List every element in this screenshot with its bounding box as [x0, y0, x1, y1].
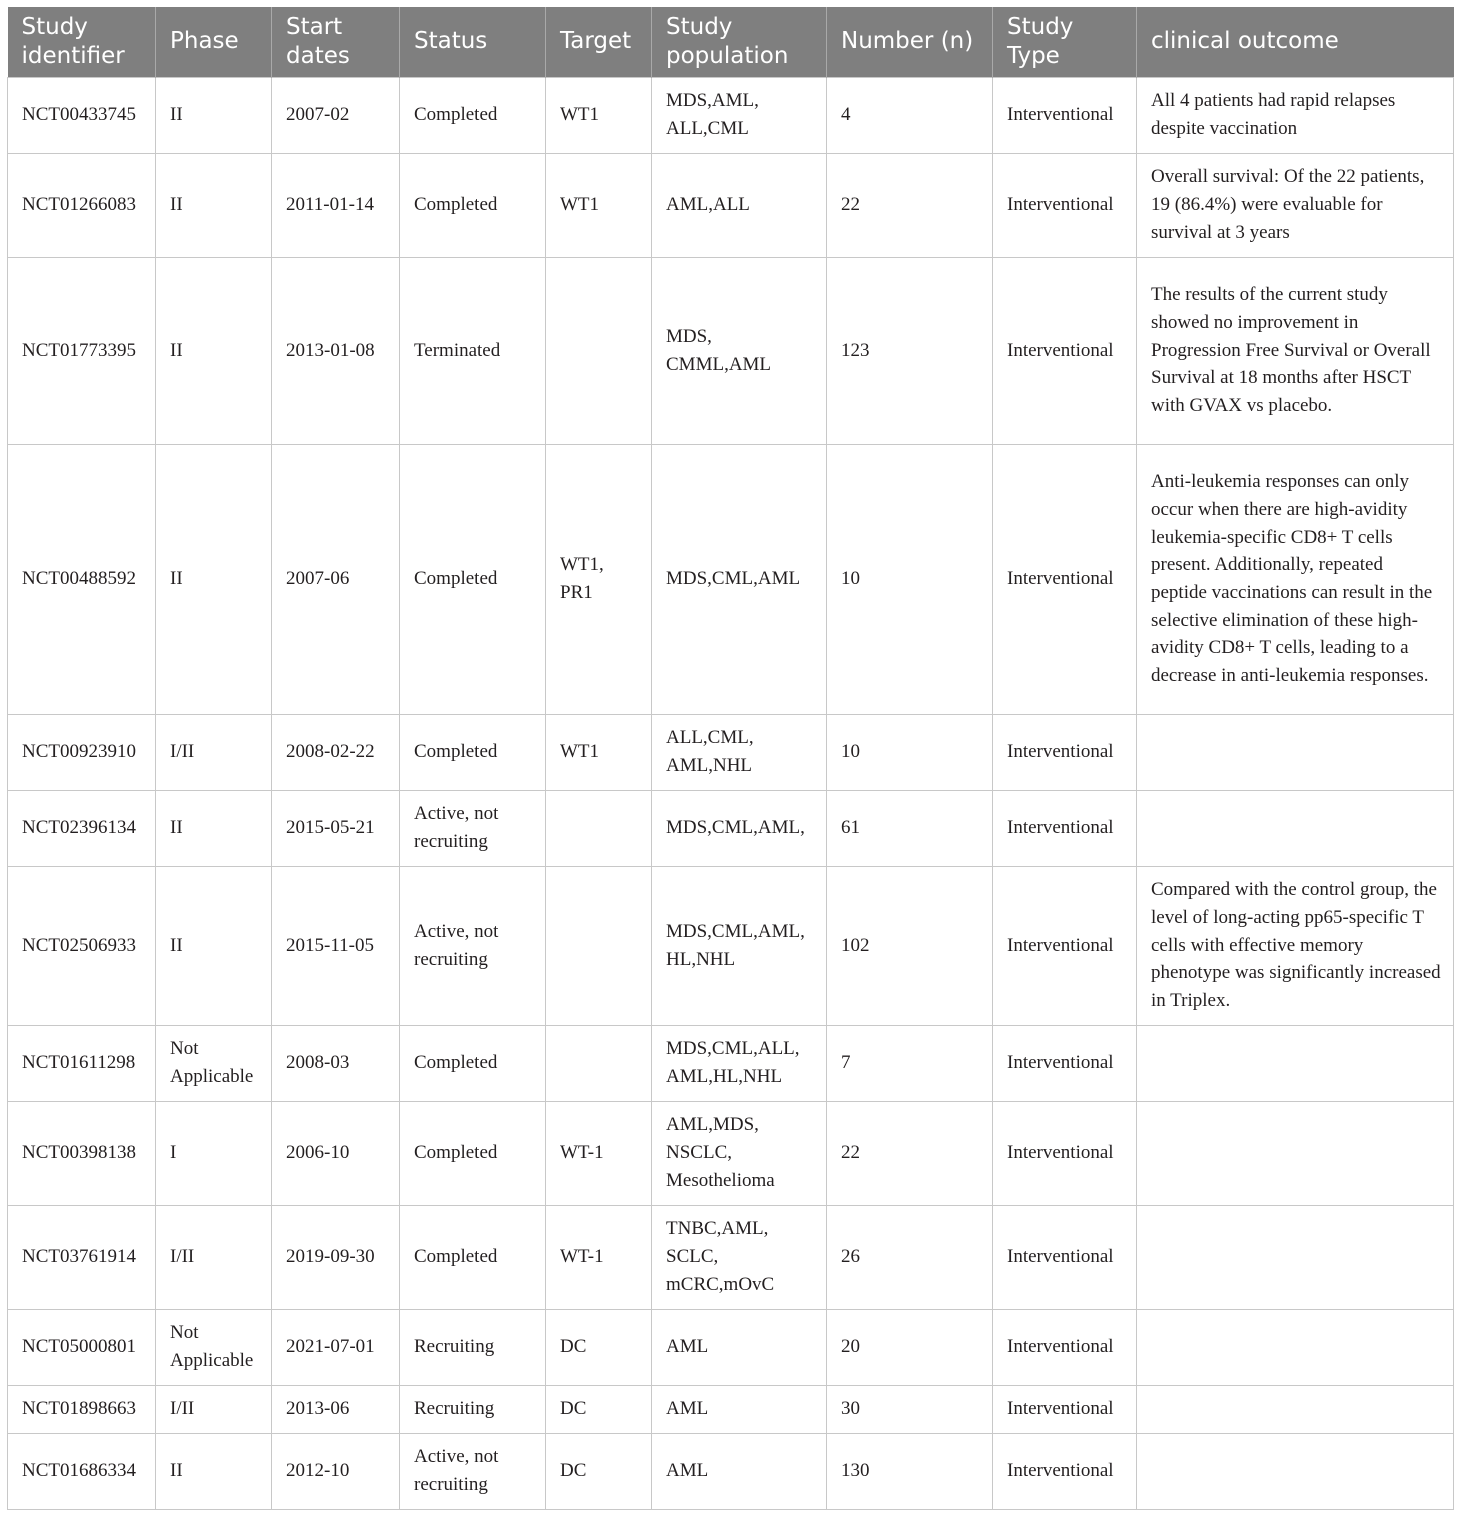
- table-row: [8, 1433, 1454, 1509]
- cell-status: Completed: [400, 1025, 546, 1101]
- cell-number: 123: [827, 257, 993, 444]
- cell-study-population: AML: [652, 1433, 827, 1509]
- cell-study-type: Interventional: [993, 866, 1137, 1025]
- cell-clinical-outcome: Overall survival: Of the 22 patients, 19 (86.4%) were evaluable for survival at 3 years: [1137, 153, 1454, 257]
- cell-status: Completed: [400, 444, 546, 714]
- cell-study-type: Interventional: [993, 444, 1137, 714]
- cell-start-date: 2013-01-08: [272, 257, 400, 444]
- clinical-trials-table: [7, 7, 1454, 1510]
- cell-target: WT1: [546, 77, 652, 153]
- cell-start-date: 2015-11-05: [272, 866, 400, 1025]
- cell-study-population: AML: [652, 1385, 827, 1433]
- header-start-dates: Start dates: [272, 7, 400, 77]
- cell-study-population: MDS,AML, ALL,CML: [652, 77, 827, 153]
- cell-study-identifier: NCT01898663: [8, 1385, 156, 1433]
- cell-study-identifier: NCT00923910: [8, 714, 156, 790]
- header-clinical-outcome: clinical outcome: [1137, 7, 1454, 77]
- cell-start-date: 2013-06: [272, 1385, 400, 1433]
- cell-status: Active, not recruiting: [400, 790, 546, 866]
- cell-clinical-outcome: [1137, 714, 1454, 790]
- cell-study-population: MDS, CMML,AML: [652, 257, 827, 444]
- table-row: [8, 714, 1454, 790]
- header-row: [8, 7, 1454, 77]
- cell-number: 20: [827, 1309, 993, 1385]
- table-row: [8, 153, 1454, 257]
- cell-clinical-outcome: Anti-leukemia responses can only occur when there are high-avidity leukemia-specific CD8+ T cells present. Additionally, repeated peptide vaccinations can result in the selective elimination of these high-avidity CD8+ T cells, leading to a decrease in anti-leukemia responses.: [1137, 444, 1454, 714]
- cell-study-population: AML,MDS, NSCLC, Mesothelioma: [652, 1101, 827, 1205]
- cell-status: Completed: [400, 1101, 546, 1205]
- header-status: Status: [400, 7, 546, 77]
- cell-study-type: Interventional: [993, 1385, 1137, 1433]
- cell-number: 130: [827, 1433, 993, 1509]
- cell-clinical-outcome: [1137, 1433, 1454, 1509]
- cell-target: [546, 257, 652, 444]
- cell-study-identifier: NCT01611298: [8, 1025, 156, 1101]
- cell-study-identifier: NCT00433745: [8, 77, 156, 153]
- cell-start-date: 2008-02-22: [272, 714, 400, 790]
- cell-target: WT1, PR1: [546, 444, 652, 714]
- cell-clinical-outcome: [1137, 1205, 1454, 1309]
- cell-start-date: 2015-05-21: [272, 790, 400, 866]
- trials-table-container: [7, 7, 1454, 1510]
- cell-study-identifier: NCT00488592: [8, 444, 156, 714]
- cell-number: 10: [827, 714, 993, 790]
- cell-study-population: MDS,CML,ALL, AML,HL,NHL: [652, 1025, 827, 1101]
- cell-target: [546, 1025, 652, 1101]
- cell-start-date: 2008-03: [272, 1025, 400, 1101]
- cell-status: Completed: [400, 153, 546, 257]
- cell-target: WT-1: [546, 1101, 652, 1205]
- cell-study-identifier: NCT05000801: [8, 1309, 156, 1385]
- cell-phase: II: [156, 444, 272, 714]
- cell-clinical-outcome: [1137, 1101, 1454, 1205]
- cell-study-population: ALL,CML, AML,NHL: [652, 714, 827, 790]
- cell-study-type: Interventional: [993, 257, 1137, 444]
- cell-study-identifier: NCT02396134: [8, 790, 156, 866]
- cell-phase: I/II: [156, 1385, 272, 1433]
- cell-study-type: Interventional: [993, 790, 1137, 866]
- cell-number: 26: [827, 1205, 993, 1309]
- table-row: [8, 1205, 1454, 1309]
- header-study-type: Study Type: [993, 7, 1137, 77]
- cell-clinical-outcome: [1137, 790, 1454, 866]
- table-row: [8, 790, 1454, 866]
- table-row: [8, 1101, 1454, 1205]
- cell-status: Recruiting: [400, 1385, 546, 1433]
- cell-target: DC: [546, 1433, 652, 1509]
- cell-study-population: MDS,CML,AML, HL,NHL: [652, 866, 827, 1025]
- cell-number: 30: [827, 1385, 993, 1433]
- cell-study-population: AML,ALL: [652, 153, 827, 257]
- cell-phase: Not Applicable: [156, 1309, 272, 1385]
- cell-number: 7: [827, 1025, 993, 1101]
- table-body: [8, 77, 1454, 1509]
- cell-study-type: Interventional: [993, 1309, 1137, 1385]
- cell-clinical-outcome: [1137, 1309, 1454, 1385]
- cell-start-date: 2006-10: [272, 1101, 400, 1205]
- cell-phase: II: [156, 866, 272, 1025]
- cell-phase: II: [156, 790, 272, 866]
- cell-target: DC: [546, 1309, 652, 1385]
- cell-phase: I: [156, 1101, 272, 1205]
- cell-number: 61: [827, 790, 993, 866]
- cell-number: 102: [827, 866, 993, 1025]
- table-row: [8, 1309, 1454, 1385]
- cell-phase: II: [156, 77, 272, 153]
- cell-start-date: 2007-02: [272, 77, 400, 153]
- cell-status: Completed: [400, 1205, 546, 1309]
- cell-study-identifier: NCT01266083: [8, 153, 156, 257]
- cell-study-type: Interventional: [993, 1101, 1137, 1205]
- cell-target: WT1: [546, 714, 652, 790]
- table-row: [8, 866, 1454, 1025]
- cell-phase: II: [156, 153, 272, 257]
- table-row: [8, 257, 1454, 444]
- header-study-population: Study population: [652, 7, 827, 77]
- header-number: Number (n): [827, 7, 993, 77]
- cell-start-date: 2019-09-30: [272, 1205, 400, 1309]
- cell-status: Recruiting: [400, 1309, 546, 1385]
- cell-study-type: Interventional: [993, 153, 1137, 257]
- table-row: [8, 1385, 1454, 1433]
- cell-clinical-outcome: All 4 patients had rapid relapses despite vaccination: [1137, 77, 1454, 153]
- cell-number: 4: [827, 77, 993, 153]
- cell-status: Active, not recruiting: [400, 866, 546, 1025]
- table-row: [8, 77, 1454, 153]
- cell-study-type: Interventional: [993, 1025, 1137, 1101]
- cell-study-identifier: NCT00398138: [8, 1101, 156, 1205]
- cell-target: WT1: [546, 153, 652, 257]
- cell-phase: I/II: [156, 714, 272, 790]
- cell-start-date: 2007-06: [272, 444, 400, 714]
- cell-number: 22: [827, 1101, 993, 1205]
- cell-start-date: 2011-01-14: [272, 153, 400, 257]
- cell-study-type: Interventional: [993, 1433, 1137, 1509]
- table-header: [8, 7, 1454, 77]
- cell-target: DC: [546, 1385, 652, 1433]
- cell-clinical-outcome: [1137, 1025, 1454, 1101]
- cell-start-date: 2021-07-01: [272, 1309, 400, 1385]
- cell-study-population: AML: [652, 1309, 827, 1385]
- cell-target: [546, 866, 652, 1025]
- cell-clinical-outcome: Compared with the control group, the level of long-acting pp65-specific T cells with effective memory phenotype was significantly increased in Triplex.: [1137, 866, 1454, 1025]
- cell-target: [546, 790, 652, 866]
- cell-study-population: MDS,CML,AML: [652, 444, 827, 714]
- cell-start-date: 2012-10: [272, 1433, 400, 1509]
- cell-status: Terminated: [400, 257, 546, 444]
- cell-status: Completed: [400, 714, 546, 790]
- cell-study-type: Interventional: [993, 77, 1137, 153]
- cell-number: 10: [827, 444, 993, 714]
- cell-phase: II: [156, 1433, 272, 1509]
- cell-phase: Not Applicable: [156, 1025, 272, 1101]
- cell-clinical-outcome: [1137, 1385, 1454, 1433]
- cell-number: 22: [827, 153, 993, 257]
- cell-study-population: TNBC,AML, SCLC, mCRC,mOvC: [652, 1205, 827, 1309]
- cell-study-identifier: NCT01773395: [8, 257, 156, 444]
- cell-study-type: Interventional: [993, 714, 1137, 790]
- cell-clinical-outcome: The results of the current study showed no improvement in Progression Free Survival or Overall Survival at 18 months after HSCT with GVAX vs placebo.: [1137, 257, 1454, 444]
- cell-study-type: Interventional: [993, 1205, 1137, 1309]
- cell-study-identifier: NCT03761914: [8, 1205, 156, 1309]
- cell-study-identifier: NCT01686334: [8, 1433, 156, 1509]
- table-row: [8, 1025, 1454, 1101]
- cell-target: WT-1: [546, 1205, 652, 1309]
- cell-phase: I/II: [156, 1205, 272, 1309]
- cell-phase: II: [156, 257, 272, 444]
- cell-status: Completed: [400, 77, 546, 153]
- header-target: Target: [546, 7, 652, 77]
- cell-study-population: MDS,CML,AML,: [652, 790, 827, 866]
- header-study-identifier: Study identifier: [8, 7, 156, 77]
- cell-status: Active, not recruiting: [400, 1433, 546, 1509]
- header-phase: Phase: [156, 7, 272, 77]
- table-row: [8, 444, 1454, 714]
- cell-study-identifier: NCT02506933: [8, 866, 156, 1025]
